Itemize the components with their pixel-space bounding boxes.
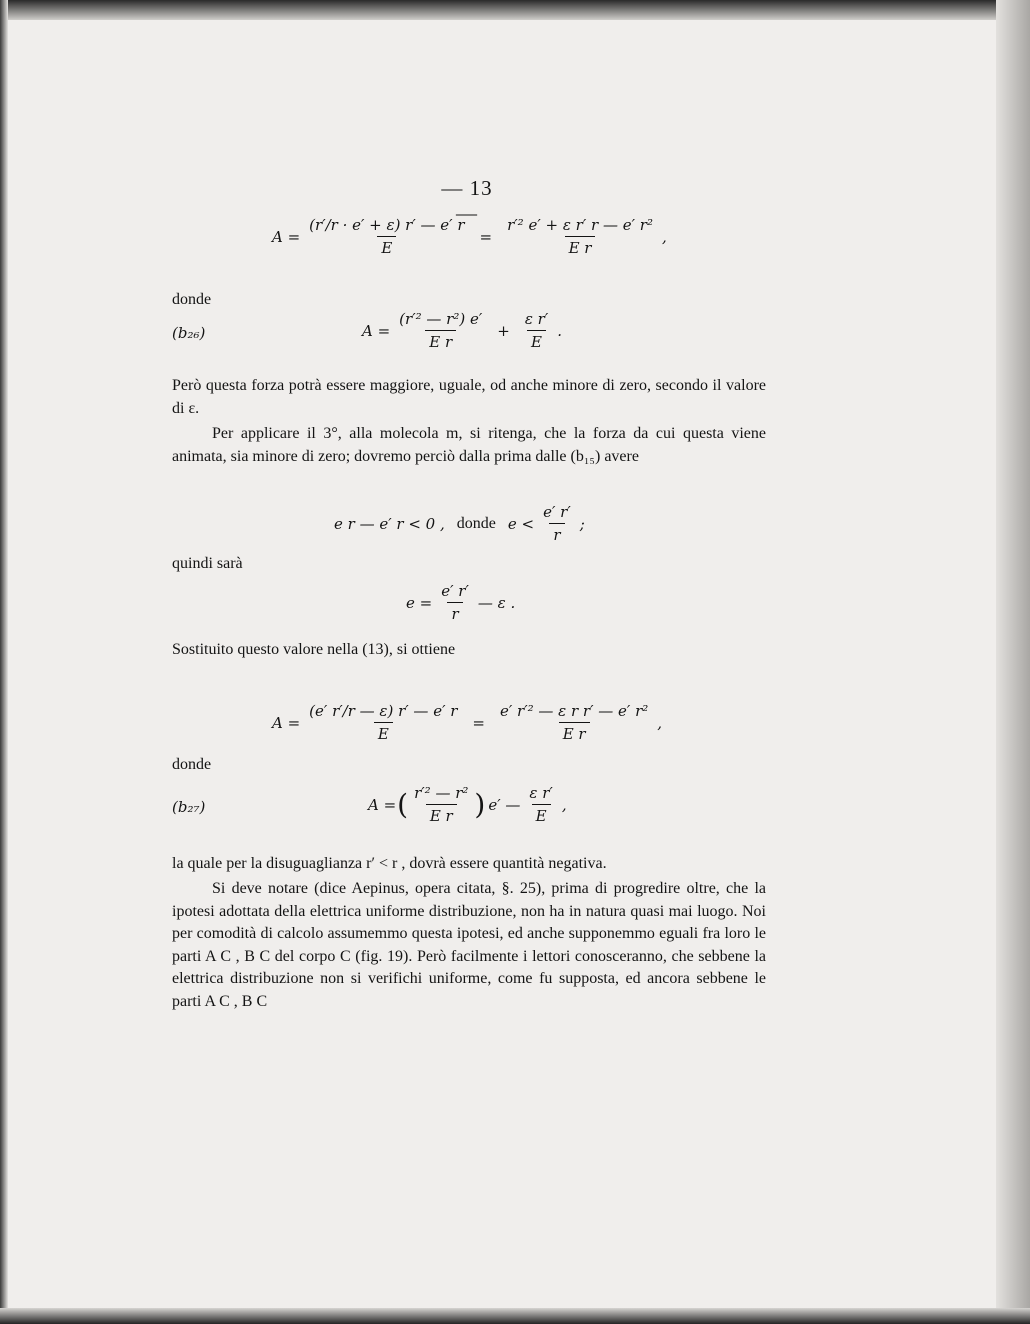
eq3-fraction (539, 503, 575, 544)
eq1-frac1-denominator: E (377, 236, 396, 257)
eq3-donde: donde (456, 514, 496, 532)
paragraph-1-text: Però questa forza potrà essere maggiore, uguale, od anche minore di zero, secondo il valore di ε. (172, 377, 766, 417)
eq5-frac1-denominator: E (374, 722, 393, 743)
eq3-lhs: e < (507, 514, 535, 533)
equation-4 (406, 582, 515, 623)
eq6-mid: e′ — (488, 795, 521, 814)
equation-6 (368, 784, 567, 825)
sostituito-label: Sostituito questo valore nella (13), si ottiene (172, 641, 456, 658)
scan-edge-bottom (0, 1308, 1030, 1324)
eq3-frac-denominator: r (549, 523, 564, 544)
equation-3 (334, 503, 585, 544)
eq2-lhs: A = (362, 321, 391, 340)
eq4-tail: — ε . (477, 593, 516, 612)
donde-label-2: donde (172, 756, 212, 773)
eq5-tail: , (657, 713, 663, 732)
eq4-lhs: e = (406, 593, 433, 612)
eq6-tail: , (561, 795, 567, 814)
eq5-frac1-numerator: (e′ r′/r — ε) r′ — e′ r (309, 702, 458, 720)
eq5-frac2-numerator: e′ r′² — ε r r′ — e′ r² (500, 702, 649, 720)
scan-edge-left (0, 0, 8, 1324)
eq6-tag: (b₂₇) (172, 798, 206, 816)
eq5-lhs: A = (272, 713, 301, 732)
eq5-frac2-denominator: E r (559, 722, 590, 743)
eq6-paren-close: ) (474, 788, 486, 821)
paragraph-3-text: la quale per la disuguaglianza r′ < r , dovrà essere quantità negativa. (172, 855, 607, 872)
equation-1 (272, 216, 667, 257)
eq3-left: e r — e′ r < 0 , (334, 514, 445, 533)
paragraph-3 (172, 853, 766, 876)
page-number: — 13 — (441, 176, 493, 225)
eq2-tail: . (557, 321, 563, 340)
eq5-fraction-1 (305, 702, 461, 743)
eq6-paren-denominator: E r (426, 804, 457, 825)
eq1-frac2-denominator: E r (565, 236, 596, 257)
eq1-tail: , (661, 227, 667, 246)
paragraph-2 (172, 423, 766, 468)
eq6-frac-numerator: ε r′ (529, 784, 553, 802)
eq2-plus: + (497, 321, 510, 340)
eq2-frac2-numerator: ε r′ (524, 310, 549, 328)
eq6-frac-denominator: E (532, 804, 551, 825)
paragraph-1 (172, 375, 766, 420)
equation-5 (272, 702, 662, 743)
eq1-fraction-1 (305, 216, 468, 257)
donde-label-1: donde (172, 291, 212, 308)
eq2-frac1-numerator: (r′² — r²) e′ (399, 310, 483, 328)
scan-edge-top (0, 0, 1030, 20)
eq6-fraction (525, 784, 556, 825)
eq5-equals: = (472, 713, 485, 732)
eq2-tag: (b₂₆) (172, 324, 206, 342)
paragraph-2-text: Per applicare il 3°, alla molecola m, si ritenga, che la forza da cui questa viene animata, sia minore di zero; dovremo perciò dalla prima dalle (b₁₅) avere (172, 425, 766, 465)
eq1-equals: = (479, 227, 493, 246)
eq2-fraction-1 (395, 310, 486, 351)
eq4-frac-denominator: r (447, 602, 462, 623)
eq2-frac1-denominator: E r (425, 330, 456, 351)
eq3-tail: ; (579, 514, 585, 533)
eq3-frac-numerator: e′ r′ (543, 503, 571, 521)
scan-edge-right (996, 0, 1030, 1324)
equation-2 (362, 310, 562, 351)
eq4-frac-numerator: e′ r′ (441, 582, 469, 600)
eq6-paren-open: ( (397, 788, 409, 821)
eq2-fraction-2 (521, 310, 552, 351)
eq6-paren-fraction (410, 784, 472, 825)
eq2-frac2-denominator: E (527, 330, 546, 351)
eq4-fraction (437, 582, 473, 623)
eq1-frac1-numerator: (r′/r · e′ + ε) r′ — e′ r (309, 216, 465, 234)
eq6-paren-numerator: r′² — r² (414, 784, 469, 802)
eq1-frac2-numerator: r′² e′ + ε r′ r — e′ r² (507, 216, 653, 234)
eq1-lhs: A = (272, 227, 301, 246)
eq1-fraction-2 (503, 216, 657, 257)
eq6-lhs: A = (368, 795, 397, 814)
paragraph-4-text: Si deve notare (dice Aepinus, opera citata, §. 25), prima di progredire oltre, che la ipotesi adottata della elettrica uniforme distribuzione, non ha in natura quasi mai luogo. Noi per comodità di calcolo assumemmo questa ipotesi, ed anche supponemmo eguali fra loro le parti A C , B C del corpo C (fig. 19). Però facilmente i lettori conosceranno, che sebbene la elettrica distribuzione non si verifichi uniforme, come fu supposta, ed ancora sebbene le parti A C , B C (172, 880, 766, 1010)
paragraph-4 (172, 878, 766, 1013)
quindi-label: quindi sarà (172, 555, 243, 572)
eq5-fraction-2 (496, 702, 652, 743)
